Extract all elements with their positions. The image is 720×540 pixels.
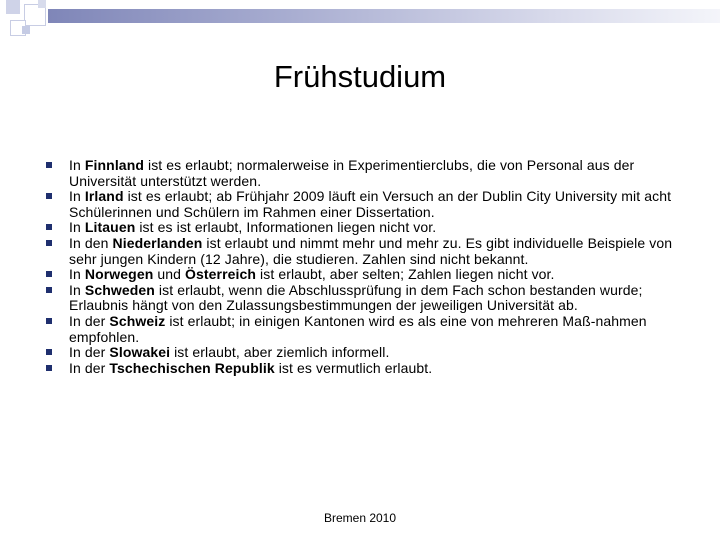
- square-bullet-icon: [46, 224, 52, 230]
- bullet-item: [46, 361, 686, 377]
- bullet-item: [46, 267, 686, 283]
- decor-square: [22, 26, 30, 34]
- slide-footer: Bremen 2010: [323, 511, 397, 525]
- bullet-text: In: [69, 157, 85, 173]
- square-bullet-icon: [46, 193, 52, 199]
- bullet-item: [46, 220, 686, 236]
- bullet-text: In: [69, 188, 85, 205]
- bullet-text: In der: [69, 344, 110, 361]
- bullet-text: ist erlaubt, wenn die Abschlussprüfung in dem Fach schon bestanden wurde; Erlaubnis hängt von den Zulassungsbestimmungen der jeweiligen Universität ab.: [69, 281, 643, 314]
- country-name: Österreich: [185, 266, 257, 283]
- country-name: Tschechischen Republik: [109, 359, 275, 376]
- bullet-item: [46, 189, 686, 220]
- bullet-item: [46, 345, 686, 361]
- country-name: Finnland: [84, 157, 144, 173]
- bullet-text: und: [153, 266, 185, 283]
- country-name: Schweden: [84, 281, 155, 298]
- square-bullet-icon: [46, 240, 52, 246]
- bullet-text: ist erlaubt, aber ziemlich informell.: [170, 344, 390, 361]
- bullet-item: [46, 283, 686, 314]
- country-name: Slowakei: [109, 344, 171, 361]
- square-bullet-icon: [46, 349, 52, 355]
- square-bullet-icon: [46, 271, 52, 277]
- header-gradient-bar: [48, 9, 720, 23]
- square-bullet-icon: [46, 318, 52, 324]
- bullet-text: ist erlaubt; in einigen Kantonen wird es als eine von mehreren Maß-nahmen empfohlen.: [69, 312, 647, 345]
- bullet-text: In: [69, 219, 85, 236]
- bullet-text: In: [69, 266, 85, 283]
- bullet-text: ist es ist erlaubt, Informationen liegen nicht vor.: [135, 219, 437, 236]
- bullet-text: ist es erlaubt; normalerweise in Experimentierclubs, die von Personal aus der Universität unterstützt werden.: [69, 157, 635, 189]
- decor-square: [6, 0, 20, 14]
- square-bullet-icon: [46, 365, 52, 371]
- square-bullet-icon: [46, 287, 52, 293]
- bullet-text: ist erlaubt, aber selten; Zahlen liegen nicht vor.: [256, 266, 555, 283]
- country-name: Litauen: [84, 219, 136, 236]
- country-name: Norwegen: [84, 266, 154, 283]
- bullet-text: ist es erlaubt; ab Frühjahr 2009 läuft ein Versuch an der Dublin City University mit acht Schülerinnen und Schülern im Rahmen einer Dissertation.: [69, 188, 672, 220]
- bullet-item: [46, 236, 686, 267]
- country-name: Irland: [84, 188, 124, 205]
- bullet-text: ist erlaubt und nimmt mehr und mehr zu. Es gibt individuelle Beispiele von sehr jungen Kindern (12 Jahre), die studieren. Zahlen sind nicht bekannt.: [69, 234, 673, 267]
- country-name: Schweiz: [109, 312, 166, 329]
- bullet-text: In der: [69, 359, 110, 376]
- square-bullet-icon: [46, 162, 52, 168]
- bullet-text: In: [69, 281, 85, 298]
- country-name: Niederlanden: [112, 234, 203, 251]
- bullet-text: In der: [69, 312, 110, 329]
- bullet-text: In den: [69, 234, 113, 251]
- bullet-text: ist es vermutlich erlaubt.: [274, 359, 433, 376]
- bullet-item: [46, 314, 686, 345]
- bullet-list: [46, 158, 686, 376]
- slide-title: Frühstudium: [273, 59, 447, 94]
- bullet-item: [46, 158, 686, 189]
- decor-square: [38, 0, 46, 8]
